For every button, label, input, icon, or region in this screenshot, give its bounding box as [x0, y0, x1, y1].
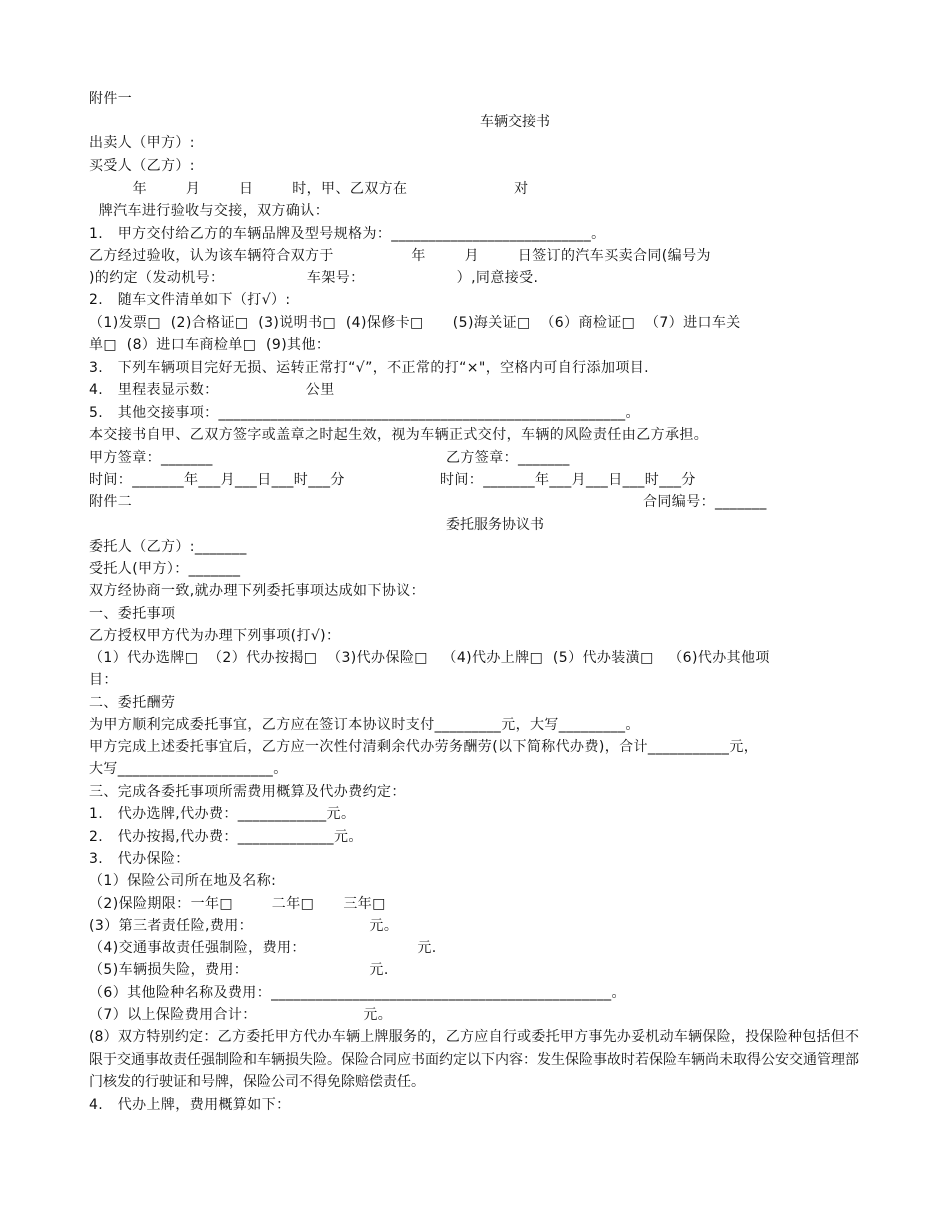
section-2-heading: 二、委托酬劳	[89, 695, 176, 711]
item-1: 1. 甲方交付给乙方的车辆品牌及型号规格为：___________________________。	[89, 226, 606, 242]
insurance-2: （2)保险期限：一年□ 二年□ 三年□	[89, 896, 386, 912]
effect-line: 本交接书自甲、乙双方签字或盖章之时起生效，视为车辆正式交付，车辆的风险责任由乙方承担。	[89, 427, 709, 443]
section-3-item-2: 2. 代办按揭,代办费：_____________元。	[89, 829, 363, 845]
intro-line: 双方经协商一致,就办理下列委托事项达成如下协议：	[89, 583, 426, 599]
insurance-5: （5)车辆损失险，费用： 元.	[89, 962, 389, 978]
section-2-text-3: 大写_____________________。	[89, 761, 288, 777]
contract-no: 合同编号：_______	[643, 494, 767, 510]
buyer-line: 买受人（乙方）:	[89, 158, 195, 174]
item-5: 5. 其他交接事项：_______________________________________________________。	[89, 405, 640, 421]
insurance-3: (3）第三者责任险,费用： 元。	[89, 918, 399, 934]
section-2-text-2: 甲方完成上述委托事宜后，乙方应一次性付清剩余代办劳务酬劳(以下简称代办费)，合计___________元，	[89, 739, 759, 755]
date-line: 年 月 日 时，甲、乙双方在 对	[89, 181, 529, 197]
section-1-text: 乙方授权甲方代为办理下列事项(打√)：	[89, 628, 341, 644]
insurance-8: (8）双方特别约定：乙方委托甲方代办车辆上牌服务的，乙方应自行或委托甲方事先办妥机动车辆保险，投保险种包括但不限于交通事故责任强制险和车辆损失险。保险合同应书面约定以下内容：发生保险事故时若保险车辆尚未取得公安交通管理部门核发的行驶证和号牌，保险公司不得免除赔偿责任。	[89, 1029, 859, 1090]
annex2-label: 附件二	[89, 494, 133, 510]
section-1-list-b: 目：	[89, 672, 118, 688]
section-3-heading: 三、完成各委托事项所需费用概算及代办费约定：	[89, 784, 406, 800]
time-a: 时间：_______年___月___日___时___分	[89, 472, 345, 488]
sign-a: 甲方签章：_______	[89, 450, 213, 466]
annex1-title: 车辆交接书	[480, 114, 550, 130]
item-3: 3. 下列车辆项目完好无损、运转正常打“√”，不正常的打“×"，空格内可自行添加项目.	[89, 360, 650, 376]
section-3-item-1: 1. 代办选牌,代办费：____________元。	[89, 806, 356, 822]
section-1-heading: 一、委托事项	[89, 606, 176, 622]
insurance-4: （4)交通事故责任强制险，费用： 元.	[89, 940, 437, 956]
annex2-title: 委托服务协议书	[446, 517, 544, 533]
section-2-text-1: 为甲方顺利完成委托事宜，乙方应在签订本协议时支付_________元，大写_________。	[89, 717, 640, 733]
agent-line: 受托人(甲方）：_______	[89, 561, 241, 577]
annex1-label: 附件一	[89, 91, 133, 107]
sign-b: 乙方签章：_______	[446, 450, 570, 466]
time-b: 时间：_______年___月___日___时___分	[440, 472, 696, 488]
item-2: 2. 随车文件清单如下（打√）:	[89, 292, 291, 308]
section-3-item-4: 4. 代办上牌，费用概算如下：	[89, 1097, 291, 1113]
item-1-c: )的约定（发动机号： 车架号： ）,同意接受.	[89, 270, 539, 286]
insurance-7: （7）以上保险费用合计： 元。	[89, 1007, 393, 1023]
principal-line: 委托人（乙方）:_______	[89, 539, 247, 555]
item-2-list: （1)发票□ (2)合格证□ (3)说明书□ (4)保修卡□ (5)海关证□ （6）商检证□ （7）进口车关	[89, 315, 741, 331]
section-3-item-3: 3. 代办保险：	[89, 851, 190, 867]
item-4: 4. 里程表显示数： 公里	[89, 382, 335, 398]
section-1-list: （1）代办选牌□ （2）代办按揭□ （3)代办保险□ （4)代办上牌□ (5）代办装潢□ （6)代办其他项	[89, 650, 770, 666]
confirm-line: 牌汽车进行验收与交接，双方确认：	[89, 203, 330, 219]
insurance-1: （1）保险公司所在地及名称:	[89, 873, 277, 889]
insurance-6: （6）其他险种名称及费用：______________________________________________。	[89, 985, 626, 1001]
seller-line: 出卖人（甲方）:	[89, 135, 195, 151]
item-2-list-b: 单□ (8）进口车商检单□ (9)其他：	[89, 337, 331, 353]
item-1-b: 乙方经过验收，认为该车辆符合双方于 年 月 日签订的汽车买卖合同(编号为	[89, 248, 711, 264]
